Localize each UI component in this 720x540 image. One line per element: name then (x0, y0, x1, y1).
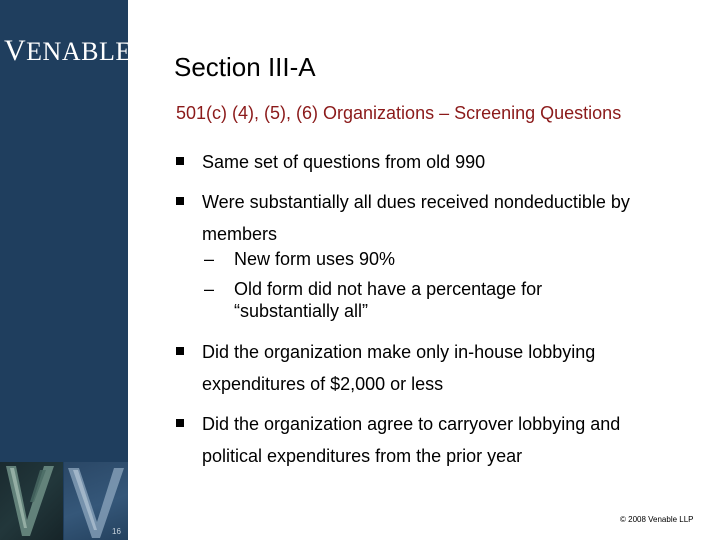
sculpture-tile-image (0, 462, 63, 540)
bullet-text-line: members (202, 224, 278, 244)
page-title: Section III-A (174, 52, 316, 82)
bullet-square-icon (176, 347, 184, 355)
bullet-square-icon (176, 419, 184, 427)
bullet-item (176, 408, 706, 472)
sub-bullet-item (176, 278, 706, 322)
sub-bullet-dash: – (204, 279, 215, 299)
sub-bullet-item (176, 248, 706, 270)
bullet-text-line: political expenditures from the prior year (202, 446, 523, 466)
sub-bullet-text-line: “substantially all” (234, 301, 369, 321)
page-subtitle: 501(c) (4), (5), (6) Organizations – Screening Questions (176, 103, 622, 123)
sub-bullet-text: New form uses 90% (234, 249, 396, 269)
bullet-item (176, 146, 706, 178)
bullet-item (176, 186, 706, 250)
logo-initial: V (4, 34, 27, 67)
page-number: 16 (112, 527, 121, 536)
bullet-square-icon (176, 157, 184, 165)
decorative-image-tiles (0, 462, 128, 540)
bullet-item (176, 336, 706, 400)
sub-bullet-dash: – (204, 249, 215, 269)
logo-registered: ® (131, 38, 138, 46)
bullet-text-line: Did the organization agree to carryover lobbying and (202, 414, 621, 434)
logo-suffix: LLP (139, 53, 156, 62)
bullet-text-line: Were substantially all dues received nondeductible by (202, 192, 630, 212)
bullet-text-line: Did the organization make only in-house lobbying (202, 342, 596, 362)
venable-logo (4, 34, 155, 68)
bullet-text: Same set of questions from old 990 (202, 152, 486, 172)
copyright-footer: © 2008 Venable LLP (620, 515, 694, 524)
bullet-square-icon (176, 197, 184, 205)
bullet-text-line: expenditures of $2,000 or less (202, 374, 444, 394)
sub-bullet-text-line: Old form did not have a percentage for (234, 279, 543, 299)
sidebar (0, 0, 156, 540)
logo-name: ENABLE (26, 37, 132, 66)
bullet-list (176, 146, 706, 472)
